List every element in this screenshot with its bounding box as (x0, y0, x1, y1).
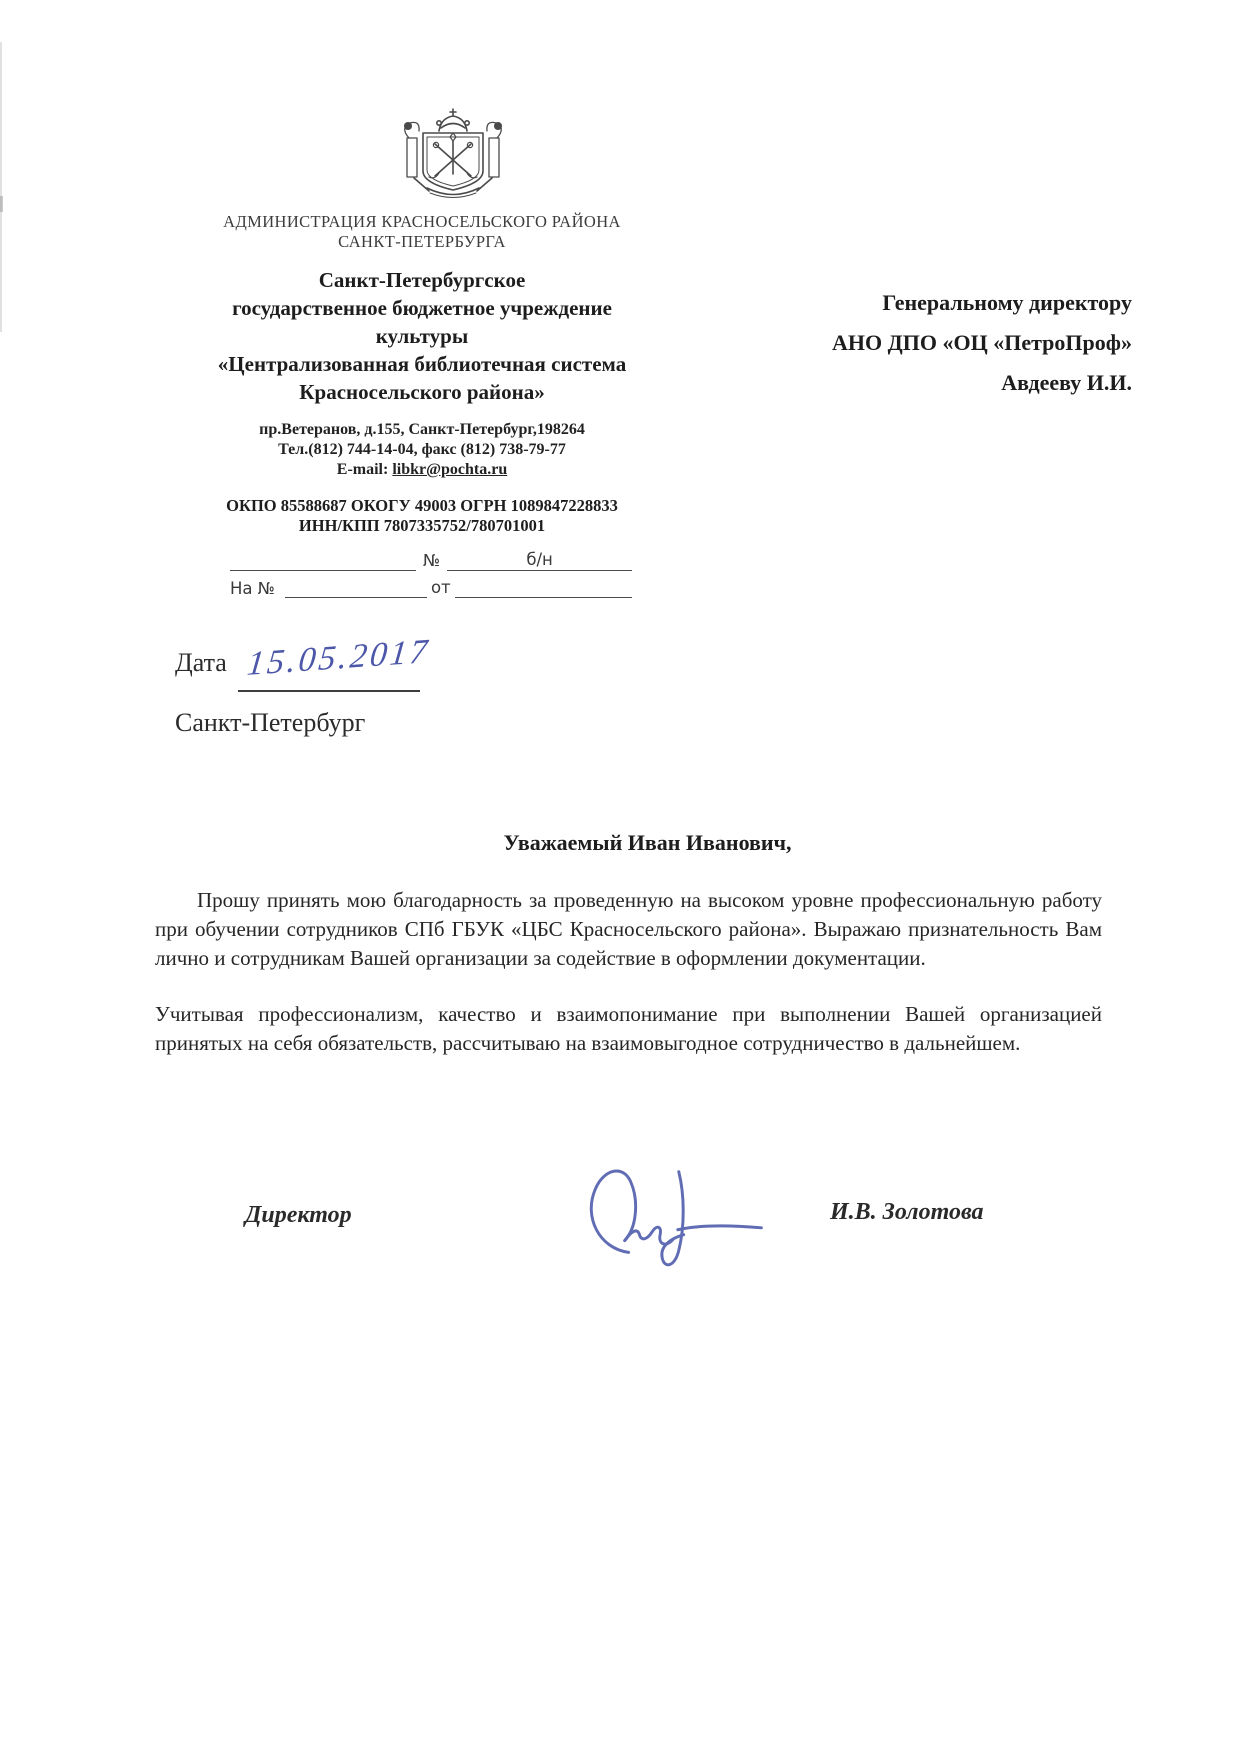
salutation: Уважаемый Иван Иванович, (503, 830, 792, 855)
scan-artifact (0, 196, 3, 212)
blank-underline (230, 550, 416, 571)
inn-kpp-line: ИНН/КПП 7807335752/780701001 (298, 516, 546, 535)
handwritten-signature (566, 1156, 766, 1274)
date-label: Дата (175, 648, 227, 677)
organization-name (158, 266, 686, 406)
from-label: от (430, 578, 451, 597)
okpo-ogrn-line: ОКПО 85588687 ОКОГУ 49003 ОГРН 1089847228833 (226, 496, 618, 515)
administration-name-line2: САНКТ-ПЕТЕРБУРГА (338, 232, 506, 251)
city-line: Санкт-Петербург (175, 708, 366, 737)
contact-block (158, 420, 686, 480)
addressee-position: Генеральному директору (882, 290, 1132, 315)
letter-body (155, 886, 1102, 1058)
handwritten-date: 15.05.2017 (245, 632, 432, 683)
org-name-line: культуры (375, 324, 469, 348)
phone-fax: Тел.(812) 744-14-04, факс (812) 738-79-77 (278, 441, 566, 458)
outgoing-number-row (230, 549, 632, 571)
org-name-line: государственное бюджетное учреждение (232, 296, 612, 320)
email-line (158, 460, 686, 480)
blank-underline (455, 577, 632, 598)
addressee-block (832, 283, 1132, 403)
spb-coat-of-arms-icon (383, 104, 523, 204)
signer-name: И.В. Золотова (830, 1199, 984, 1225)
org-name-line: Санкт-Петербургское (318, 268, 526, 292)
letterhead-left-column (158, 212, 686, 536)
date-underline (238, 690, 420, 692)
email-address: libkr@pochta.ru (392, 461, 508, 478)
reference-number-block (230, 549, 632, 598)
incoming-reference-row (230, 576, 632, 598)
blank-underline (285, 577, 427, 598)
number-sign-label: № (423, 551, 441, 570)
signer-title: Директор (245, 1202, 352, 1228)
registry-codes-block (158, 496, 686, 536)
org-name-line: «Централизованная библиотечная система (217, 352, 627, 376)
date-row (175, 632, 432, 683)
addressee-organization: АНО ДПО «ОЦ «ПетроПроф» (832, 330, 1132, 355)
body-paragraph-1: Прошу принять мою благодарность за проведенную на высоком уровне профессиональную работу при обучении сотрудников СПб ГБУК «ЦБС Красносельского района». Выражаю признательность Вам лично и сотрудникам Вашей организации за содействие в оформлении документации. (155, 888, 1102, 970)
postal-address: пр.Ветеранов, д.155, Санкт-Петербург,198264 (259, 421, 585, 438)
body-paragraph-2: Учитывая профессионализм, качество и взаимопонимание при выполнении Вашей организацией принятых на себя обязательств, рассчитываю на взаимовыгодное сотрудничество в дальнейшем. (155, 1002, 1102, 1055)
org-name-line: Красносельского района» (299, 380, 545, 404)
addressee-name: Авдееву И.И. (1001, 370, 1132, 395)
scan-artifact (0, 42, 2, 332)
administration-name-line1: АДМИНИСТРАЦИЯ КРАСНОСЕЛЬСКОГО РАЙОНА (223, 212, 621, 231)
on-number-label: На № (230, 579, 275, 598)
outgoing-number-value: б/н (447, 550, 632, 571)
email-label: E-mail: (336, 461, 389, 478)
